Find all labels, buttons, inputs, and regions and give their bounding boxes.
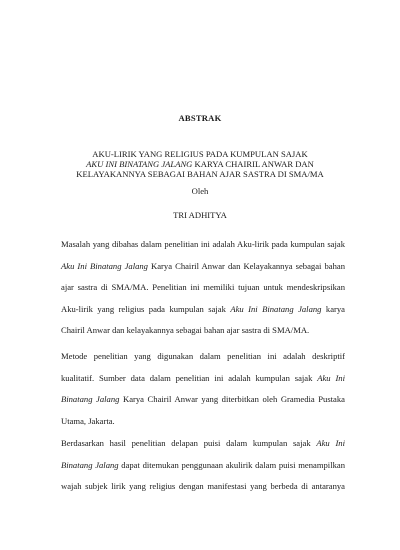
book-title: Binatang Jalang — [61, 394, 120, 405]
paragraph-line: Binatang Jalang dapat ditemukan penggunaan akulirik dalam puisi menampilkan — [61, 459, 345, 470]
book-title: Aku Ini — [316, 438, 345, 448]
paragraph-line: ajar sastra di SMA/MA. Penelitian ini memiliki tujuan untuk mendeskripsikan — [61, 282, 345, 293]
title-line-2-rest: KARYA CHAIRIL ANWAR DAN — [192, 159, 314, 170]
paragraph-line: Aku Ini Binatang Jalang Karya Chairil Anwar dan Kelayakannya sebagai bahan — [61, 260, 345, 271]
abstract-paragraph-2 — [61, 346, 345, 432]
book-title: Aku Ini — [317, 372, 345, 383]
title-line-2 — [0, 159, 400, 169]
paragraph-line: Chairil Anwar dan kelayakannya sebagai bahan ajar sastra di SMA/MA. — [61, 325, 310, 336]
paragraph-line: wajah subjek lirik yang religius dengan manifestasi yang berbeda di antaranya — [61, 481, 345, 492]
by-label: Oleh — [191, 186, 209, 196]
book-title: Aku Ini Binatang Jalang — [230, 303, 322, 314]
thesis-title — [0, 149, 400, 180]
abstract-heading: ABSTRAK — [178, 113, 222, 123]
abstract-paragraph-3 — [61, 433, 345, 498]
paragraph-line: kualitatif. Sumber data dalam penelitian ini adalah kumpulan sajak Aku Ini — [61, 372, 345, 383]
book-title: Binatang Jalang — [61, 459, 119, 470]
title-book-name: AKU INI BINATANG JALANG — [86, 159, 193, 170]
paragraph-line: Berdasarkan hasil penelitian delapan puisi dalam kumpulan sajak Aku Ini — [61, 438, 345, 448]
author-name: TRI ADHITYA — [173, 210, 227, 220]
paragraph-line: Aku-lirik yang religius pada kumpulan sajak Aku Ini Binatang Jalang karya — [61, 303, 345, 314]
title-line-3: KELAYAKANNYA SEBAGAI BAHAN AJAR SASTRA DI SMA/MA — [76, 169, 324, 180]
paragraph-line: Utama, Jakarta. — [61, 415, 115, 426]
paragraph-line: Masalah yang dibahas dalam penelitian ini adalah Aku-lirik pada kumpulan sajak — [61, 239, 345, 249]
paragraph-line: Binatang Jalang Karya Chairil Anwar yang diterbitkan oleh Gramedia Pustaka — [61, 394, 345, 405]
paragraph-line: Metode penelitian yang digunakan dalam penelitian ini adalah deskriptif — [61, 351, 345, 361]
book-title: Aku Ini Binatang Jalang — [61, 260, 148, 271]
abstract-paragraph-1 — [61, 234, 345, 342]
title-line-1: AKU-LIRIK YANG RELIGIUS PADA KUMPULAN SAJAK — [92, 149, 308, 159]
